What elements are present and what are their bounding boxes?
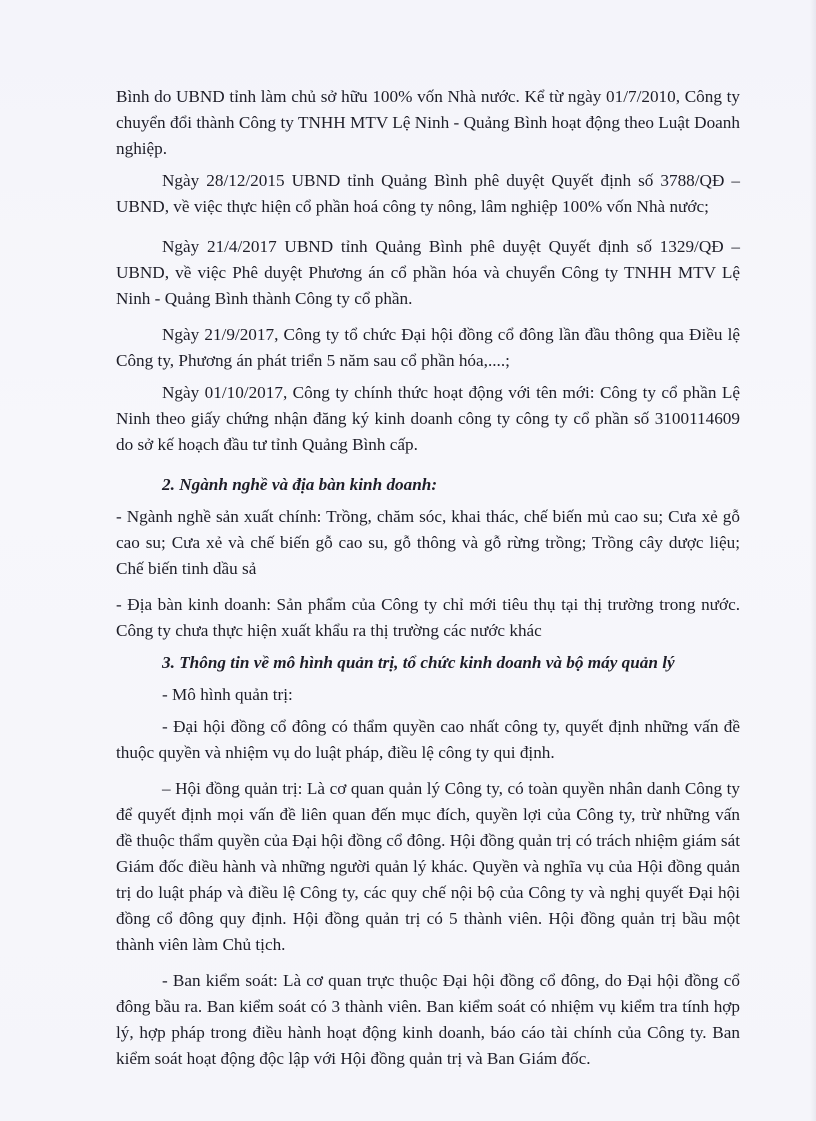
paragraph-main-business: - Ngành nghề sản xuất chính: Trồng, chăm sóc, khai thác, chế biến mủ cao su; Cưa xẻ gỗ cao su; Cưa xẻ và chế biến gỗ cao su, gỗ thông và gỗ rừng trồng; Trồng cây dược liệu; Chế biến tinh dầu sả	[116, 507, 740, 578]
paragraph-general-meeting: - Đại hội đồng cổ đông có thẩm quyền cao nhất công ty, quyết định những vấn đề thuộc quyền và nhiệm vụ do luật pháp, điều lệ công ty qui định.	[116, 717, 740, 762]
scan-edge-shadow	[810, 0, 816, 1121]
paragraph-governance-model: - Mô hình quản trị:	[162, 685, 293, 704]
paragraph-decision-2017: Ngày 21/4/2017 UBND tỉnh Quảng Bình phê duyệt Quyết định số 1329/QĐ – UBND, về việc Phê duyệt Phương án cổ phần hóa và chuyển Công ty TNHH MTV Lệ Ninh - Quảng Bình thành Công ty cổ phần.	[116, 237, 740, 308]
paragraph-supervisory-board: - Ban kiểm soát: Là cơ quan trực thuộc Đại hội đồng cổ đông, do Đại hội đồng cổ đông bầu ra. Ban kiểm soát có 3 thành viên. Ban kiểm soát có nhiệm vụ kiểm tra tính hợp lý, hợp pháp trong điều hành hoạt động kinh doanh, báo cáo tài chính của Công ty. Ban kiểm soát hoạt động độc lập với Hội đồng quản trị và Ban Giám đốc.	[116, 971, 740, 1068]
section-heading-governance: 3. Thông tin về mô hình quản trị, tổ chức kinh doanh và bộ máy quản lý	[162, 653, 675, 672]
paragraph-business-area: - Địa bàn kinh doanh: Sản phẩm của Công ty chỉ mới tiêu thụ tại thị trường trong nước. Công ty chưa thực hiện xuất khẩu ra thị trường các nước khác	[116, 595, 740, 640]
section-heading-business-lines: 2. Ngành nghề và địa bàn kinh doanh:	[162, 475, 438, 494]
document-body	[116, 84, 740, 1072]
paragraph-decision-2015: Ngày 28/12/2015 UBND tỉnh Quảng Bình phê duyệt Quyết định số 3788/QĐ – UBND, về việc thực hiện cổ phần hoá công ty nông, lâm nghiệp 100% vốn Nhà nước;	[116, 171, 740, 216]
paragraph-shareholder-meeting: Ngày 21/9/2017, Công ty tổ chức Đại hội đồng cổ đông lần đầu thông qua Điều lệ Công ty, Phương án phát triển 5 năm sau cổ phần hóa,....;	[116, 325, 740, 370]
paragraph-board-of-directors: – Hội đồng quản trị: Là cơ quan quản lý Công ty, có toàn quyền nhân danh Công ty để quyết định mọi vấn đề liên quan đến mục đích, quyền lợi của Công ty, trừ những vấn đề thuộc thẩm quyền của Đại hội đồng cổ đông. Hội đồng quản trị có trách nhiệm giám sát Giám đốc điều hành và những người quản lý khác. Quyền và nghĩa vụ của Hội đồng quản trị do luật pháp và điều lệ Công ty, các quy chế nội bộ của Công ty và nghị quyết Đại hội đồng cổ đông quy định. Hội đồng quản trị có 5 thành viên. Hội đồng quản trị bầu một thành viên làm Chủ tịch.	[116, 779, 740, 954]
paragraph-official-operation: Ngày 01/10/2017, Công ty chính thức hoạt động với tên mới: Công ty cổ phần Lệ Ninh theo giấy chứng nhận đăng ký kinh doanh công ty công ty cổ phần số 3100114609 do sở kế hoạch đầu tư tỉnh Quảng Bình cấp.	[116, 383, 740, 454]
paragraph-history: Bình do UBND tỉnh làm chủ sở hữu 100% vốn Nhà nước. Kể từ ngày 01/7/2010, Công ty chuyển đổi thành Công ty TNHH MTV Lệ Ninh - Quảng Bình hoạt động theo Luật Doanh nghiệp.	[116, 87, 740, 158]
